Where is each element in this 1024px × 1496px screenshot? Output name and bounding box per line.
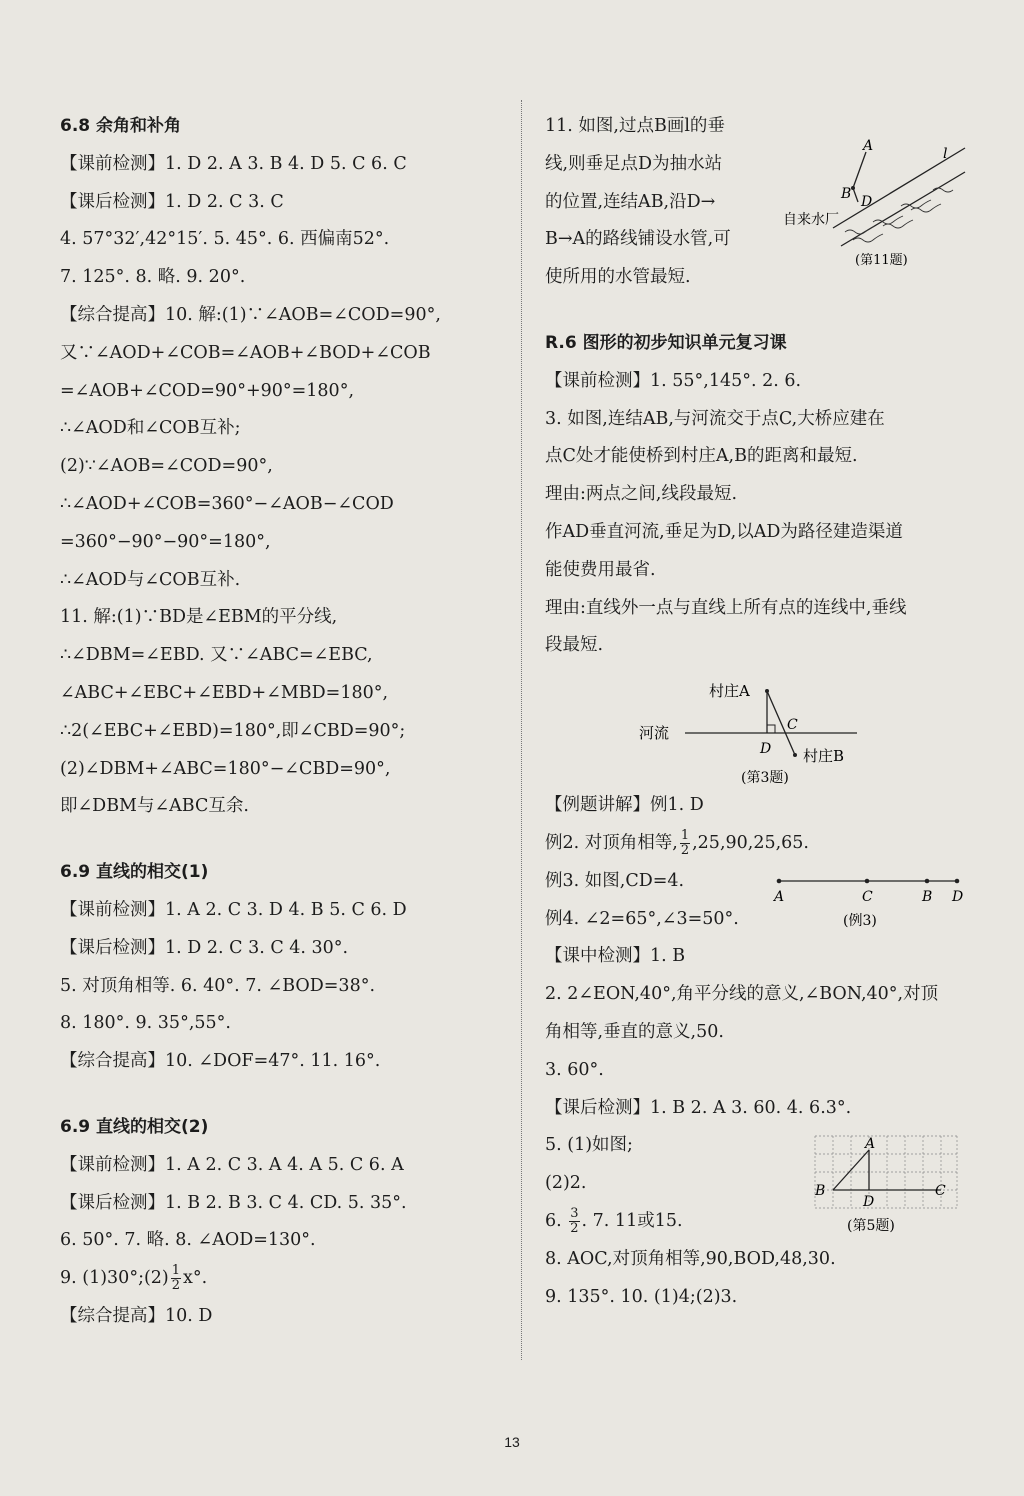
example3-block	[545, 863, 985, 939]
answer-line: 3. 60°.	[545, 1059, 604, 1080]
answer-line: 【课前检测】1. D 2. A 3. B 4. D 5. C 6. C	[60, 153, 407, 174]
figure-caption: (第3题)	[741, 770, 789, 787]
figure-caption: (第5题)	[847, 1217, 895, 1234]
point-c-label: C	[935, 1182, 946, 1199]
answer-line: 【课后检测】1. B 2. A 3. 60. 4. 6.3°.	[545, 1097, 852, 1118]
village-river-diagram	[545, 665, 985, 787]
section-title-6-9-2: 6.9 直线的相交(2)	[60, 1116, 209, 1137]
village-a-label: 村庄A	[709, 682, 750, 701]
answer-line: (2)∵∠AOB=∠COD=90°,	[60, 456, 273, 477]
fraction	[569, 1207, 579, 1236]
answer-line: 【课后检测】1. D 2. C 3. C 4. 30°.	[60, 937, 349, 958]
answer-text: x°.	[183, 1268, 208, 1289]
answer-line-with-fraction	[60, 1260, 505, 1298]
grid-triangle-diagram	[807, 1130, 987, 1250]
answer-line: 【课后检测】1. B 2. B 3. C 4. CD. 5. 35°.	[60, 1192, 407, 1213]
point-b-label: B	[841, 186, 852, 202]
answer-line: 线,则垂足点D为抽水站	[545, 153, 723, 174]
point-d-label: D	[863, 1193, 875, 1210]
answer-line: 例3. 如图,CD=4.	[545, 870, 685, 891]
answer-line: 理由:两点之间,线段最短.	[545, 484, 738, 505]
answer-line: ∴2(∠EBC+∠EBD)=180°,即∠CBD=90°;	[60, 720, 406, 741]
answer-line: 【综合提高】10. ∠DOF=47°. 11. 16°.	[60, 1051, 381, 1072]
answer-text: ,25,90,25,65.	[692, 832, 809, 853]
answer-line: 11. 如图,过点B画l的垂	[545, 116, 725, 136]
river-label: 河流	[639, 724, 670, 743]
q11-block	[545, 108, 985, 297]
point-d-label: D	[952, 888, 964, 905]
fraction-denominator: 2	[680, 842, 690, 858]
fraction	[171, 1264, 181, 1293]
answer-line: 角相等,垂直的意义,50.	[545, 1021, 724, 1042]
answer-text: 9. (1)30°;(2)	[60, 1268, 169, 1289]
answer-line: 即∠DBM与∠ABC互余.	[60, 796, 249, 817]
fraction-numerator: 1	[171, 1263, 181, 1279]
figure-caption: (第11题)	[855, 253, 908, 268]
after-class-block	[545, 1090, 985, 1317]
answer-line: (2)∠DBM+∠ABC=180°−∠CBD=90°,	[60, 758, 391, 779]
fraction-numerator: 1	[680, 827, 690, 843]
answer-line: 【综合提高】10. D	[60, 1305, 213, 1326]
answer-line-with-fraction	[545, 825, 985, 863]
point-c-label: C	[862, 888, 873, 905]
fraction-denominator: 2	[570, 1220, 579, 1236]
column-divider	[521, 100, 522, 1360]
figure-q5	[807, 1130, 987, 1250]
answer-line: 【课前检测】1. A 2. C 3. A 4. A 5. C 6. A	[60, 1154, 404, 1175]
answer-line: 能使费用最省.	[545, 559, 656, 580]
answer-line: B→A的路线铺设水管,可	[545, 229, 731, 250]
river-diagram	[783, 128, 973, 268]
right-column	[545, 108, 985, 1316]
answer-line: 5. (1)如图;	[545, 1135, 633, 1156]
answer-line: ∠ABC+∠EBC+∠EBD+∠MBD=180°,	[60, 682, 389, 703]
point-b-label: B	[922, 888, 933, 905]
point-a-label: A	[774, 888, 785, 905]
figure-q11	[783, 128, 973, 268]
answer-line: 【例题讲解】例1. D	[545, 795, 704, 816]
answer-line: 作AD垂直河流,垂足为D,以AD为路径建造渠道	[545, 521, 903, 542]
answer-line: 点C处才能使桥到村庄A,B的距离和最短.	[545, 446, 858, 467]
answer-line: 又∵∠AOD+∠COB=∠AOB+∠BOD+∠COB	[60, 342, 431, 363]
answer-line: 【综合提高】10. 解:(1)∵∠AOB=∠COD=90°,	[60, 304, 441, 325]
left-column	[60, 108, 505, 1336]
answer-line: 段最短.	[545, 635, 604, 656]
answer-line: 9. 135°. 10. (1)4;(2)3.	[545, 1286, 738, 1307]
figure-caption: (例3)	[843, 912, 877, 929]
point-a-label: A	[865, 1135, 876, 1152]
fraction-denominator: 2	[171, 1278, 181, 1294]
answer-text: 例2. 对顶角相等,	[545, 832, 678, 853]
figure-q3	[545, 665, 985, 787]
answer-line: (2)2.	[545, 1173, 587, 1194]
answer-line: ∴∠AOD+∠COB=360°−∠AOB−∠COD	[60, 493, 394, 514]
segment-diagram	[767, 869, 985, 933]
answer-line: 【课后检测】1. D 2. C 3. C	[60, 191, 284, 212]
water-plant-label: 自来水厂	[783, 212, 839, 228]
answer-line: 【课中检测】1. B	[545, 946, 686, 967]
point-d-label: D	[861, 194, 873, 210]
answer-line: 6. 50°. 7. 略. 8. ∠AOD=130°.	[60, 1230, 316, 1251]
village-b-label: 村庄B	[803, 747, 845, 766]
section-title-r-6: R.6 图形的初步知识单元复习课	[545, 332, 787, 353]
answer-line: ∴∠AOD与∠COB互补.	[60, 569, 241, 590]
answer-line: 理由:直线外一点与直线上所有点的连线中,垂线	[545, 597, 907, 618]
answer-line: 的位置,连结AB,沿D→	[545, 191, 716, 212]
answer-text: 6.	[545, 1210, 568, 1231]
answer-line: 2. 2∠EON,40°,角平分线的意义,∠BON,40°,对顶	[545, 984, 939, 1005]
answer-line: 7. 125°. 8. 略. 9. 20°.	[60, 267, 246, 288]
section-title-6-9-1: 6.9 直线的相交(1)	[60, 862, 209, 883]
point-b-label: B	[815, 1182, 826, 1199]
answer-line: =∠AOB+∠COD=90°+90°=180°,	[60, 380, 355, 401]
answer-text: . 7. 11或15.	[581, 1210, 683, 1231]
fraction-numerator: 3	[570, 1205, 579, 1221]
figure-example3	[767, 869, 985, 933]
section-title-6-8: 6.8 余角和补角	[60, 116, 182, 136]
answer-line: 【课前检测】1. 55°,145°. 2. 6.	[545, 370, 802, 391]
line-l-label: l	[943, 146, 948, 162]
answer-line: 11. 解:(1)∵BD是∠EBM的平分线,	[60, 607, 338, 628]
answer-line: =360°−90°−90°=180°,	[60, 531, 271, 552]
answer-line: 例4. ∠2=65°,∠3=50°.	[545, 908, 739, 929]
answer-line: 【课前检测】1. A 2. C 3. D 4. B 5. C 6. D	[60, 899, 407, 920]
answer-line: ∴∠DBM=∠EBD. 又∵∠ABC=∠EBC,	[60, 645, 373, 666]
answer-line: 5. 对顶角相等. 6. 40°. 7. ∠BOD=38°.	[60, 975, 376, 996]
answer-line: 4. 57°32′,42°15′. 5. 45°. 6. 西偏南52°.	[60, 229, 390, 250]
answer-line: 3. 如图,连结AB,与河流交于点C,大桥应建在	[545, 408, 885, 429]
point-d-label: D	[760, 741, 772, 758]
answer-line: 8. 180°. 9. 35°,55°.	[60, 1013, 231, 1034]
fraction	[680, 829, 690, 858]
point-c-label: C	[787, 717, 798, 734]
answer-line: 使所用的水管最短.	[545, 267, 691, 288]
answer-line: ∴∠AOD和∠COB互补;	[60, 418, 241, 439]
page-number: 13	[504, 1434, 520, 1450]
answer-line: 8. AOC,对顶角相等,90,BOD,48,30.	[545, 1248, 836, 1269]
point-a-label: A	[863, 138, 874, 154]
